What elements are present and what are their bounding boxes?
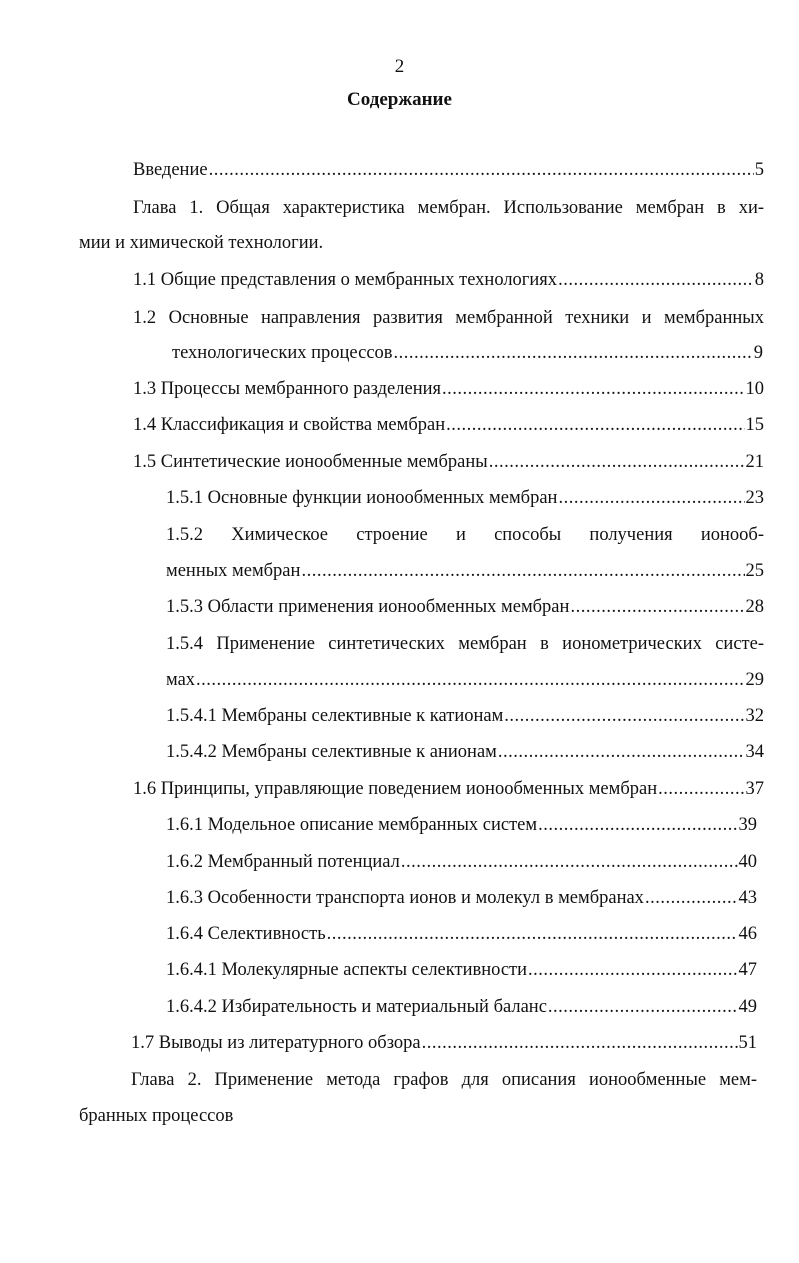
toc-entry-page: 10 xyxy=(745,379,764,399)
toc-entry-1-6-4-2[interactable] xyxy=(166,995,757,1019)
toc-entry-1-6-3[interactable] xyxy=(166,886,757,910)
toc-entry-page: 49 xyxy=(738,997,757,1017)
toc-entry-label: 1.6.4.2 Избирательность и материальный баланс xyxy=(166,997,547,1017)
toc-entry-1-6-1[interactable] xyxy=(166,813,757,837)
toc-entry-1-6-4-1[interactable] xyxy=(166,958,757,982)
dot-leader xyxy=(422,1031,738,1055)
toc-entry-label: 1.6.4.1 Молекулярные аспекты селективности xyxy=(166,960,528,980)
dot-leader xyxy=(528,958,737,982)
dot-leader xyxy=(442,377,744,401)
toc-entry-label: 1.6.4 Селективность xyxy=(166,924,326,944)
dot-leader xyxy=(558,268,754,292)
toc-entry-page: 32 xyxy=(745,706,764,726)
toc-chapter-2-line-2[interactable]: бранных процессов xyxy=(79,1106,234,1126)
toc-entry-page: 37 xyxy=(745,779,764,799)
dot-leader xyxy=(548,995,738,1019)
toc-entry-page: 51 xyxy=(738,1033,757,1053)
toc-entry-1-5-1[interactable] xyxy=(166,486,764,510)
toc-entry-label: 1.6 Принципы, управляющие поведением ионообменных мембран xyxy=(133,779,658,799)
toc-entry-1-1[interactable] xyxy=(133,268,764,292)
toc-entry-page: 28 xyxy=(745,597,764,617)
toc-entry-1-5-3[interactable] xyxy=(166,595,764,619)
toc-entry-page: 29 xyxy=(745,670,764,690)
dot-leader xyxy=(446,413,744,437)
toc-entry-1-5-4-line-1[interactable]: 1.5.4 Применение синтетических мембран в ионометрических систе- xyxy=(166,634,764,654)
dot-leader xyxy=(301,559,744,583)
toc-entry-label: 1.1 Общие представления о мембранных технологиях xyxy=(133,270,558,290)
toc-entry-page: 21 xyxy=(745,452,764,472)
toc-entry-label: 1.7 Выводы из литературного обзора xyxy=(131,1033,421,1053)
dot-leader xyxy=(504,704,744,728)
toc-entry-page: 34 xyxy=(745,742,764,762)
toc-entry-1-6-4[interactable] xyxy=(166,922,757,946)
toc-entry-label: менных мембран xyxy=(166,561,301,581)
toc-entry-1-5-2-line-2[interactable] xyxy=(166,559,764,583)
page-number: 2 xyxy=(394,56,405,77)
toc-entry-1-5-4-1[interactable] xyxy=(166,704,764,728)
toc-entry-label: 1.4 Классификация и свойства мембран xyxy=(133,415,446,435)
toc-entry-1-6-2[interactable] xyxy=(166,850,757,874)
toc-entry-label: технологических процессов xyxy=(172,343,393,363)
toc-entry-page: 46 xyxy=(738,924,757,944)
dot-leader xyxy=(538,813,737,837)
toc-entry-label: 1.5 Синтетические ионообменные мембраны xyxy=(133,452,488,472)
dot-leader xyxy=(658,777,744,801)
toc-entry-page: 40 xyxy=(738,852,757,872)
toc-title: Содержание xyxy=(347,89,452,110)
toc-entry-label: 1.6.3 Особенности транспорта ионов и молекул в мембранах xyxy=(166,888,644,908)
toc-entry-1-5-2-line-1[interactable]: 1.5.2 Химическое строение и способы получения ионооб- xyxy=(166,525,764,545)
dot-leader xyxy=(209,158,754,182)
toc-entry-label: 1.5.1 Основные функции ионообменных мембран xyxy=(166,488,558,508)
toc-entry-label: 1.5.4.1 Мембраны селективные к катионам xyxy=(166,706,504,726)
dot-leader xyxy=(489,450,745,474)
toc-entry-1-5[interactable] xyxy=(133,450,764,474)
dot-leader xyxy=(327,922,738,946)
dot-leader xyxy=(570,595,744,619)
toc-entry-page: 9 xyxy=(753,343,763,363)
toc-entry-page: 5 xyxy=(754,160,764,180)
toc-chapter-2-line-1[interactable]: Глава 2. Применение метода графов для описания ионообменные мем- xyxy=(131,1070,757,1090)
toc-entry-1-7[interactable] xyxy=(131,1031,757,1055)
dot-leader xyxy=(558,486,744,510)
toc-entry-page: 8 xyxy=(754,270,764,290)
toc-entry-label: 1.6.2 Мембранный потенциал xyxy=(166,852,400,872)
dot-leader xyxy=(196,668,744,692)
toc-entry-label: 1.5.3 Области применения ионообменных мембран xyxy=(166,597,570,617)
toc-entry-label: 1.3 Процессы мембранного разделения xyxy=(133,379,442,399)
toc-entry-label: Введение xyxy=(133,160,208,180)
toc-entry-label: 1.5.4.2 Мембраны селективные к анионам xyxy=(166,742,497,762)
toc-entry-page: 25 xyxy=(745,561,764,581)
toc-entry-1-2-line-2[interactable] xyxy=(172,341,763,365)
toc-entry-page: 15 xyxy=(745,415,764,435)
dot-leader xyxy=(401,850,738,874)
toc-entry-1-4[interactable] xyxy=(133,413,764,437)
dot-leader xyxy=(498,740,745,764)
toc-entry-1-5-4-line-2[interactable] xyxy=(166,668,764,692)
toc-chapter-1-line-1[interactable]: Глава 1. Общая характеристика мембран. Использование мембран в хи- xyxy=(133,198,764,218)
toc-entry-page: 39 xyxy=(738,815,757,835)
dot-leader xyxy=(645,886,738,910)
toc-entry-page: 47 xyxy=(738,960,757,980)
toc-entry-1-3[interactable] xyxy=(133,377,764,401)
toc-entry-introduction[interactable] xyxy=(133,158,764,182)
toc-entry-page: 43 xyxy=(738,888,757,908)
dot-leader xyxy=(394,341,753,365)
toc-entry-1-6[interactable] xyxy=(133,777,764,801)
toc-chapter-1-line-2[interactable]: мии и химической технологии. xyxy=(79,233,324,253)
toc-entry-1-2-line-1[interactable]: 1.2 Основные направления развития мембранной техники и мембранных xyxy=(133,308,764,328)
toc-entry-label: мах xyxy=(166,670,196,690)
toc-entry-label: 1.6.1 Модельное описание мембранных систем xyxy=(166,815,538,835)
toc-entry-1-5-4-2[interactable] xyxy=(166,740,764,764)
toc-entry-page: 23 xyxy=(745,488,764,508)
